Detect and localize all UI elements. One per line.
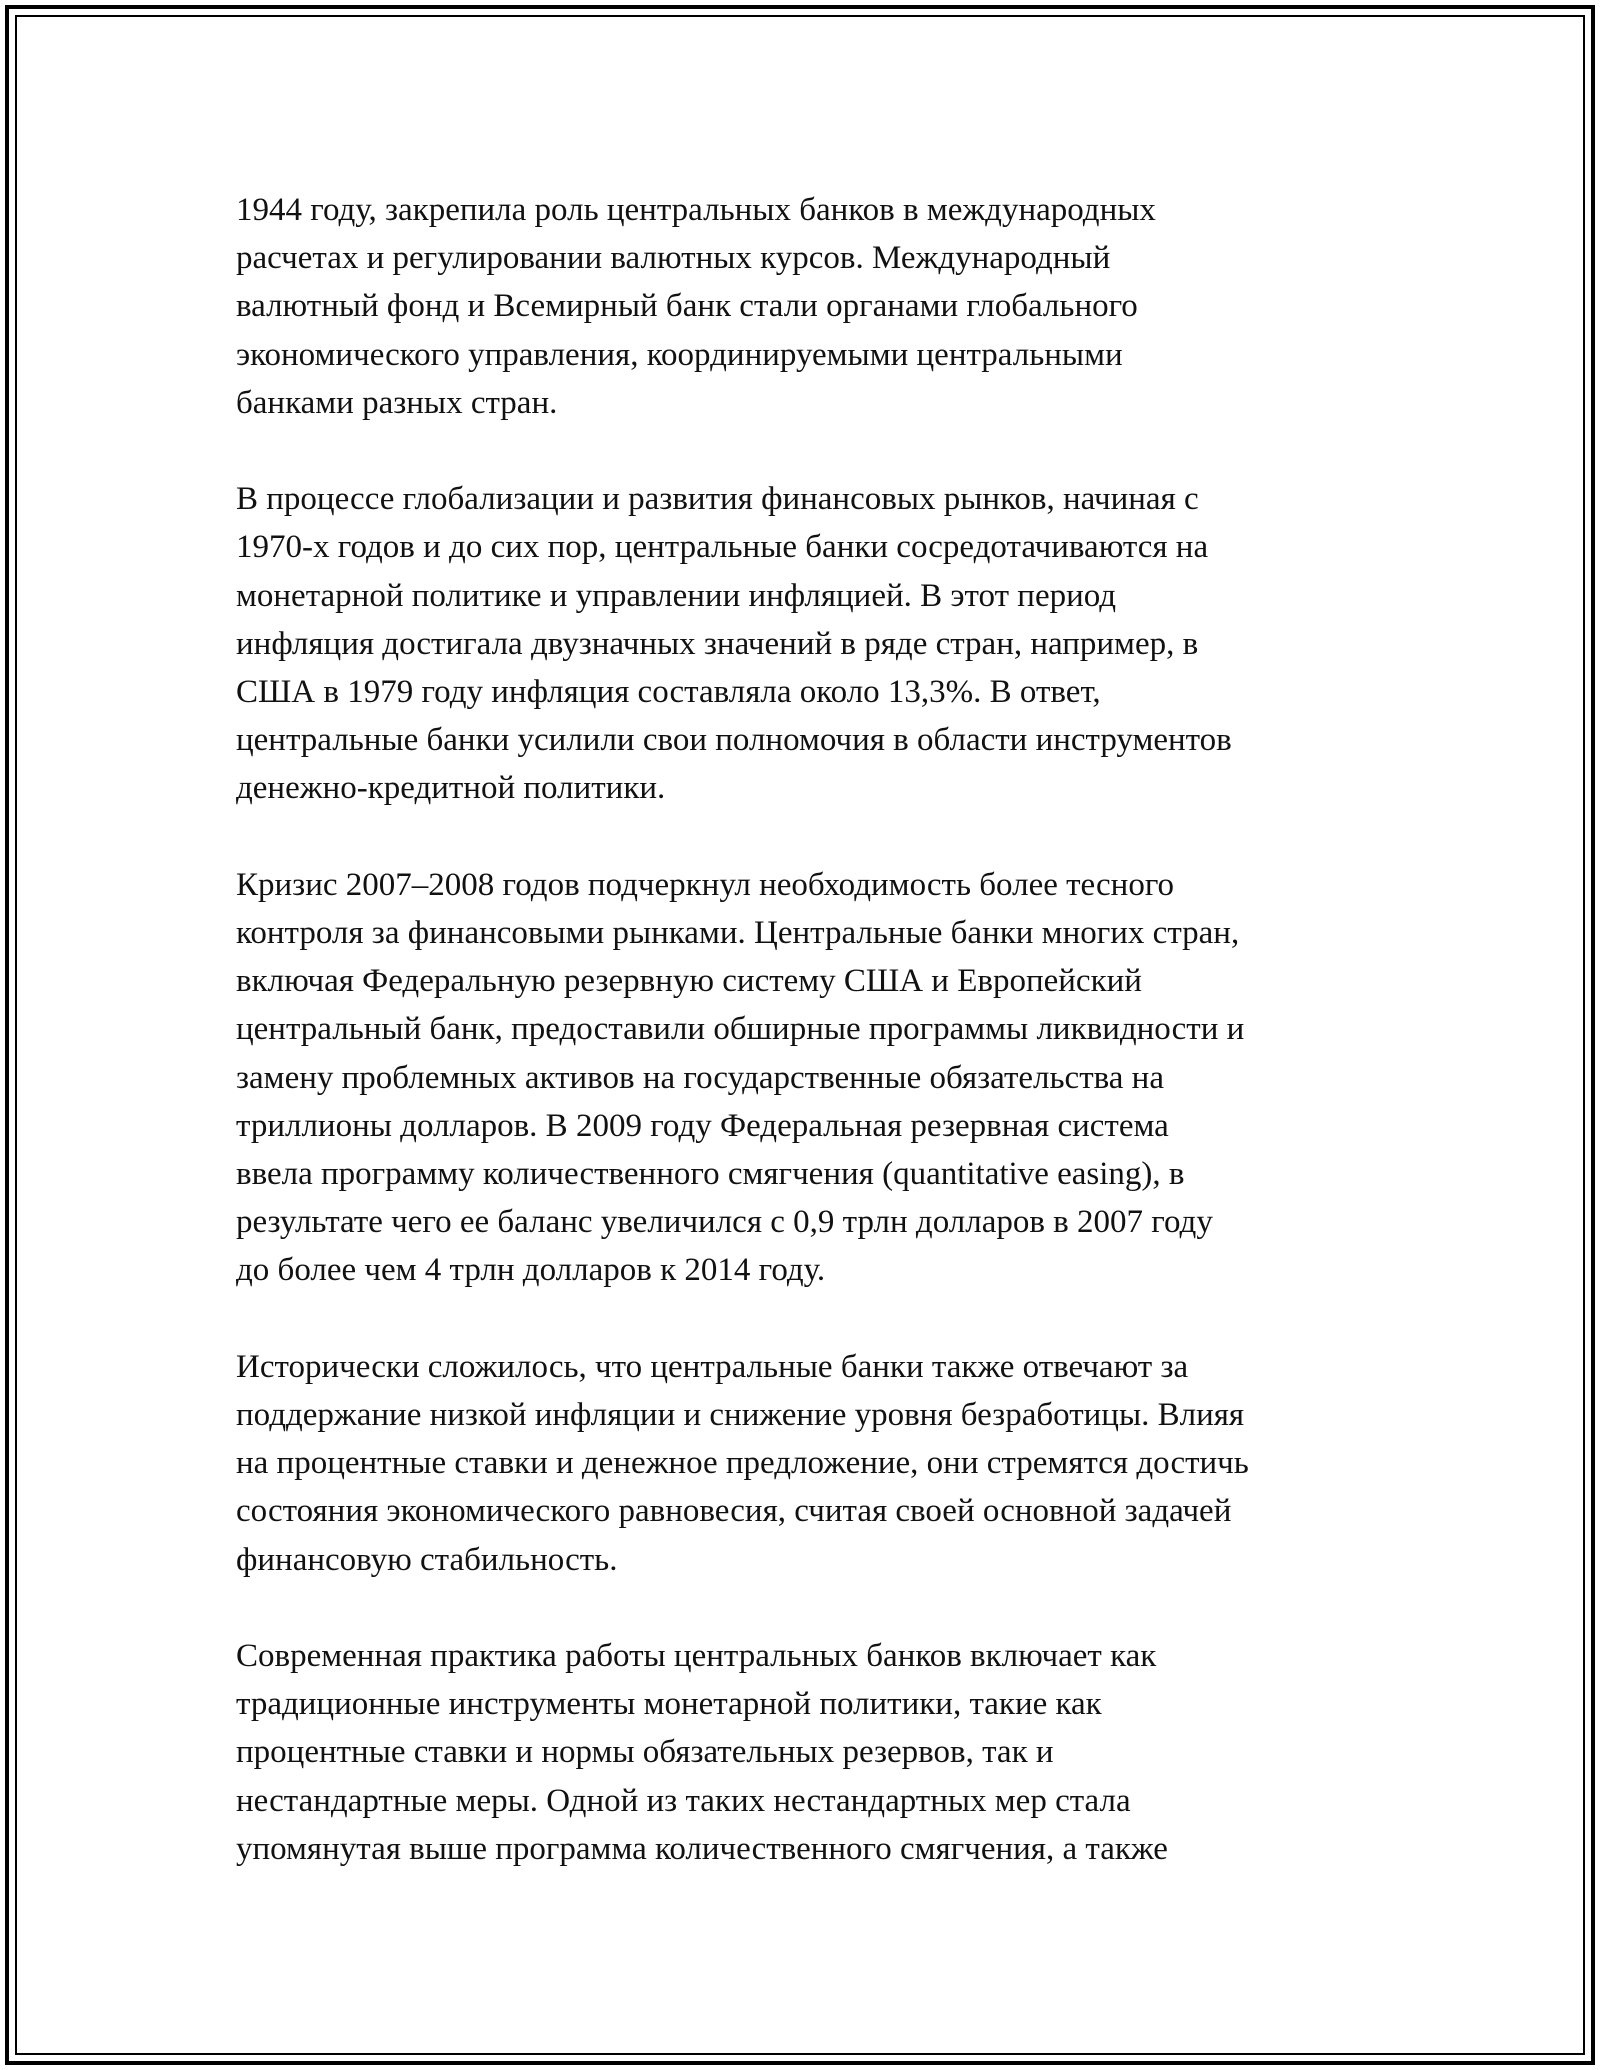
paragraph-globalization: В процессе глобализации и развития финансовых рынков, начиная с 1970-х годов и до сих пор, центральные банки сосредотачиваются на монетарной политике и управлении инфляцией. В этот период инфляция достигала двузначных значений в ряде стран, например, в США в 1979 году инфляция составляла около 13,3%. В ответ, центральные банки усилили свои полномочия в области инструментов денежно-кредитной политики. xyxy=(236,481,1232,807)
paragraph-modern-practice: Современная практика работы центральных банков включает как традиционные инструменты монетарной политики, такие как процентные ставки и нормы обязательных резервов, так и нестандартные меры. Одной из таких нестандартных мер стала упомянутая выше программа количественного смягчения, а также xyxy=(236,1638,1168,1867)
paragraph-crisis-2007-2008: Кризис 2007–2008 годов подчеркнул необходимость более тесного контроля за финансовыми рынками. Центральные банки многих стран, включая Федеральную резервную систему США и Европейский центральный банк, предоставили обширные программы ликвидности и замену проблемных активов на государственные обязательства на триллионы долларов. В 2009 году Федеральная резервная система ввела программу количественного смягчения (quantitative easing), в результате чего ее баланс увеличился с 0,9 трлн долларов в 2007 году до более чем 4 трлн долларов к 2014 году. xyxy=(236,866,1245,1289)
paragraph-bretton-woods: 1944 году, закрепила роль центральных банков в международных расчетах и регулировании валютных курсов. Международный валютный фонд и Всемирный банк стали органами глобального экономического управления, координируемыми центральными банками разных стран. xyxy=(236,192,1156,421)
document-body xyxy=(236,186,1386,1921)
paragraph-historical-role: Исторически сложилось, что центральные банки также отвечают за поддержание низкой инфляции и снижение уровня безработицы. Влияя на процентные ставки и денежное предложение, они стремятся достичь состояния экономического равновесия, считая своей основной задачей финансовую стабильность. xyxy=(236,1348,1249,1578)
